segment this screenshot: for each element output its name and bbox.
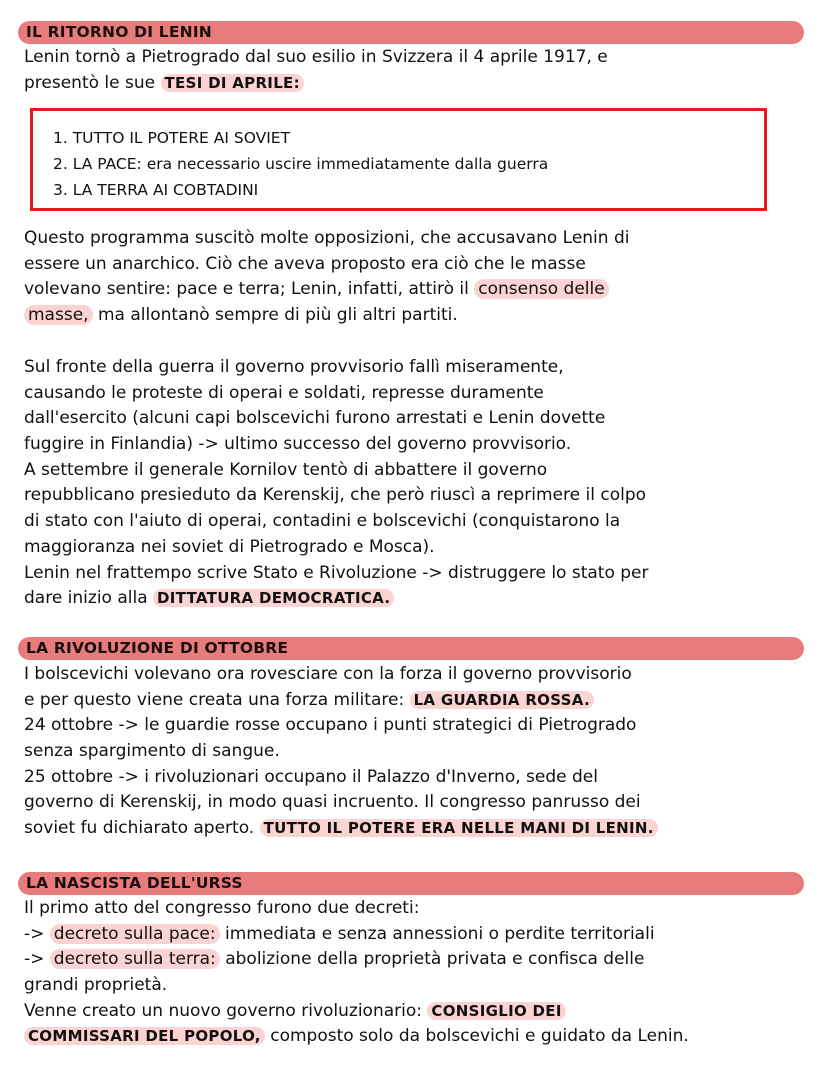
section-heading-ritorno-lenin: IL RITORNO DI LENIN xyxy=(18,21,804,44)
paragraph-fronte-guerra xyxy=(24,355,814,612)
text-line xyxy=(24,816,814,842)
text-line: Sul fronte della guerra il governo provvisorio fallì miseramente, xyxy=(24,357,564,377)
text-line: senza spargimento di sangue. xyxy=(24,741,280,762)
text-line xyxy=(24,922,814,948)
text-line xyxy=(24,277,814,303)
text-fragment: abolizione della proprietà privata e confisca delle xyxy=(225,949,645,970)
text-line: di stato con l'aiuto di operai, contadini e bolscevichi (conquistarono la xyxy=(24,511,621,532)
tesi-list xyxy=(53,125,548,203)
highlight-dittatura: DITTATURA DEMOCRATICA. xyxy=(153,589,394,607)
text-line: 24 ottobre -> le guardie rosse occupano i punti strategici di Pietrogrado xyxy=(24,715,637,736)
text-line: Lenin tornò a Pietrogrado dal suo esilio in Svizzera il 4 aprile 1917, e xyxy=(24,47,608,67)
text-line: maggioranza nei soviet di Pietrogrado e Mosca). xyxy=(24,536,435,557)
arrow-fragment: -> xyxy=(24,949,45,970)
section-heading-rivoluzione-ottobre: LA RIVOLUZIONE DI OTTOBRE xyxy=(18,637,804,660)
highlight-commissari: COMMISSARI DEL POPOLO, xyxy=(24,1027,265,1045)
text-line: repubblicano presieduto da Kerenskij, che però riuscì a reprimere il colpo xyxy=(24,485,647,506)
text-line xyxy=(24,71,814,97)
paragraph-rivoluzione xyxy=(24,662,814,842)
tesi-box xyxy=(30,108,767,211)
text-fragment: soviet fu dichiarato aperto. xyxy=(24,818,255,839)
text-line: Il primo atto del congresso furono due decreti: xyxy=(24,898,420,918)
text-fragment: volevano sentire: pace e terra; Lenin, infatti, attirò il xyxy=(24,279,469,300)
text-line: causando le proteste di operai e soldati, represse duramente xyxy=(24,382,544,403)
highlight-guardia-rossa: LA GUARDIA ROSSA. xyxy=(410,691,594,709)
text-line xyxy=(24,688,814,714)
list-item: 1. TUTTO IL POTERE AI SOVIET xyxy=(53,129,291,147)
arrow-fragment: -> xyxy=(24,923,45,944)
text-line: I bolscevichi volevano ora rovesciare con la forza il governo provvisorio xyxy=(24,664,632,684)
paragraph-intro xyxy=(24,45,814,96)
highlight-potere-lenin: TUTTO IL POTERE ERA NELLE MANI DI LENIN. xyxy=(260,819,658,837)
highlight-masse: masse, xyxy=(24,305,93,325)
text-line xyxy=(24,1024,814,1050)
text-line: governo di Kerenskij, in modo quasi incruento. Il congresso panrusso dei xyxy=(24,792,641,813)
highlight-decreto-pace: decreto sulla pace: xyxy=(50,924,220,944)
text-fragment: composto solo da bolscevichi e guidato da Lenin. xyxy=(270,1026,689,1047)
paragraph-urss xyxy=(24,896,814,1050)
highlight-consenso: consenso delle xyxy=(474,279,608,299)
text-fragment: ma allontanò sempre di più gli altri partiti. xyxy=(97,305,458,326)
list-item: 2. LA PACE: era necessario uscire immediatamente dalla guerra xyxy=(53,155,549,173)
highlight-tesi-aprile: TESI DI APRILE: xyxy=(161,74,304,92)
text-line: A settembre il generale Kornilov tentò di abbattere il governo xyxy=(24,459,548,480)
text-line: Questo programma suscitò molte opposizioni, che accusavano Lenin di xyxy=(24,228,630,248)
text-line: grandi proprietà. xyxy=(24,975,168,996)
text-line: 25 ottobre -> i rivoluzionari occupano il Palazzo d'Inverno, sede del xyxy=(24,766,598,787)
highlight-decreto-terra: decreto sulla terra: xyxy=(50,949,220,969)
text-fragment: presentò le sue xyxy=(24,72,156,93)
text-line xyxy=(24,586,814,612)
paragraph-opposizioni xyxy=(24,226,814,329)
highlight-consiglio: CONSIGLIO DEI xyxy=(427,1002,565,1020)
text-fragment: Venne creato un nuovo governo rivoluzionario: xyxy=(24,1000,422,1021)
text-line xyxy=(24,303,814,329)
text-line: dall'esercito (alcuni capi bolscevichi furono arrestati e Lenin dovette xyxy=(24,408,606,429)
text-line: fuggire in Finlandia) -> ultimo successo del governo provvisorio. xyxy=(24,434,572,455)
text-fragment: e per questo viene creata una forza militare: xyxy=(24,689,405,710)
section-heading-nascita-urss: LA NASCISTA DELL'URSS xyxy=(18,872,804,895)
text-fragment: dare inizio alla xyxy=(24,588,148,609)
text-line xyxy=(24,947,814,973)
list-item: 3. LA TERRA AI COBTADINI xyxy=(53,181,259,199)
text-line xyxy=(24,999,814,1025)
text-line: essere un anarchico. Ciò che aveva proposto era ciò che le masse xyxy=(24,253,586,274)
text-fragment: immediata e senza annessioni o perdite territoriali xyxy=(225,923,655,944)
text-line: Lenin nel frattempo scrive Stato e Rivoluzione -> distruggere lo stato per xyxy=(24,562,649,583)
